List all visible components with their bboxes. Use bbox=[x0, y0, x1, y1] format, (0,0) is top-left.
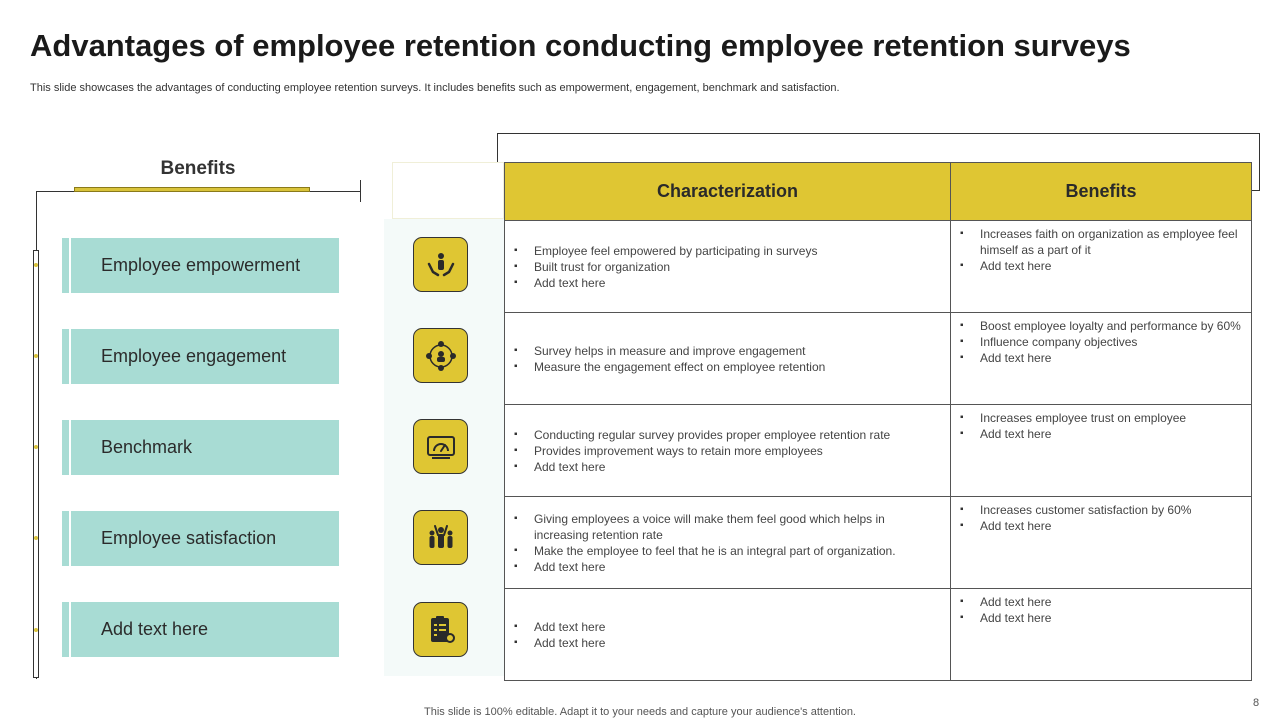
timeline-dot bbox=[34, 354, 38, 358]
timeline-dot bbox=[34, 445, 38, 449]
bracket-line bbox=[360, 180, 361, 202]
benefits-cell bbox=[951, 221, 1252, 313]
clipboard-gear-icon bbox=[413, 602, 468, 657]
timeline-dot bbox=[34, 536, 38, 540]
bullet-item: ▪ Employee feel empowered by participating in surveys bbox=[534, 243, 942, 259]
benefit-label: Employee engagement bbox=[101, 346, 287, 366]
bullet-item: ▪ Boost employee loyalty and performance by 60% bbox=[980, 318, 1243, 334]
slide-footer: This slide is 100% editable. Adapt it to your needs and capture your audience's attention. bbox=[424, 706, 856, 718]
benefit-stripe bbox=[69, 238, 71, 293]
dashboard-gauge-icon bbox=[413, 419, 468, 474]
characterization-cell bbox=[505, 589, 951, 681]
bullet-item: ▪ Increases faith on organization as employee feel himself as a part of it bbox=[980, 226, 1243, 258]
benefit-stripe bbox=[69, 602, 71, 657]
characterization-cell bbox=[505, 405, 951, 497]
benefit-label: Add text here bbox=[101, 619, 209, 639]
benefits-heading: Benefits bbox=[160, 158, 236, 179]
benefit-item-empowerment bbox=[62, 238, 339, 293]
column-header-benefits: Benefits bbox=[951, 163, 1252, 221]
benefits-cell bbox=[951, 497, 1252, 589]
bullet-item: ▪ Increases customer satisfaction by 60% bbox=[980, 502, 1243, 518]
slide-subtitle: This slide showcases the advantages of conducting employee retention surveys. It includes benefits such as empowerment, engagement, benchmark and satisfaction. bbox=[30, 82, 840, 94]
team-network-icon bbox=[413, 328, 468, 383]
bullet-item: ▪ Built trust for organization bbox=[534, 259, 942, 275]
timeline-dot bbox=[34, 263, 38, 267]
bullet-item: ▪ Influence company objectives bbox=[980, 334, 1243, 350]
benefit-label: Benchmark bbox=[101, 437, 193, 457]
bullet-item: ▪ Increases employee trust on employee bbox=[980, 410, 1243, 426]
benefits-cell bbox=[951, 589, 1252, 681]
table-row bbox=[505, 589, 1252, 681]
column-header-characterization: Characterization bbox=[505, 163, 951, 221]
bullet-item: ▪ Provides improvement ways to retain more employees bbox=[534, 443, 942, 459]
benefit-stripe bbox=[69, 511, 71, 566]
bullet-item: ▪ Add text here bbox=[980, 594, 1243, 610]
benefit-stripe bbox=[69, 420, 71, 475]
bullet-item: ▪ Add text here bbox=[980, 426, 1243, 442]
bullet-item: ▪ Add text here bbox=[534, 275, 942, 291]
table-row bbox=[505, 497, 1252, 589]
bullet-item: ▪ Add text here bbox=[534, 559, 942, 575]
benefit-label: Employee empowerment bbox=[101, 255, 301, 275]
table-row bbox=[505, 221, 1252, 313]
advantages-table bbox=[504, 162, 1251, 681]
page-number: 8 bbox=[1253, 697, 1260, 709]
slide-title: Advantages of employee retention conducting employee retention surveys bbox=[30, 28, 1131, 63]
bullet-item: ▪ Add text here bbox=[534, 459, 942, 475]
bullet-item: ▪ Add text here bbox=[980, 258, 1243, 274]
benefit-item-benchmark bbox=[62, 420, 339, 475]
bullet-item: ▪ Add text here bbox=[980, 518, 1243, 534]
benefits-cell bbox=[951, 405, 1252, 497]
bullet-item: ▪ Measure the engagement effect on employee retention bbox=[534, 359, 942, 375]
table-row bbox=[505, 313, 1252, 405]
benefit-item-add-text bbox=[62, 602, 339, 657]
benefits-cell bbox=[951, 313, 1252, 405]
benefit-item-satisfaction bbox=[62, 511, 339, 566]
timeline-dot bbox=[34, 628, 38, 632]
characterization-cell bbox=[505, 221, 951, 313]
cheering-group-icon bbox=[413, 510, 468, 565]
benefit-item-engagement bbox=[62, 329, 339, 384]
benefit-label: Employee satisfaction bbox=[101, 528, 277, 548]
benefit-stripe bbox=[69, 329, 71, 384]
characterization-cell bbox=[505, 313, 951, 405]
bullet-item: ▪ Conducting regular survey provides proper employee retention rate bbox=[534, 427, 942, 443]
bullet-item: ▪ Survey helps in measure and improve engagement bbox=[534, 343, 942, 359]
bullet-item: ▪ Add text here bbox=[534, 619, 942, 635]
hands-person-icon bbox=[413, 237, 468, 292]
characterization-cell bbox=[505, 497, 951, 589]
bullet-item: ▪ Add text here bbox=[980, 350, 1243, 366]
timeline-rail bbox=[33, 250, 39, 678]
table-row bbox=[505, 405, 1252, 497]
table-header-row bbox=[505, 163, 1252, 221]
bullet-item: ▪ Add text here bbox=[534, 635, 942, 651]
icon-column-header bbox=[392, 162, 504, 219]
heading-underline bbox=[74, 187, 310, 192]
bullet-item: ▪ Add text here bbox=[980, 610, 1243, 626]
bullet-item: ▪ Make the employee to feel that he is an integral part of organization. bbox=[534, 543, 942, 559]
bullet-item: ▪ Giving employees a voice will make them feel good which helps in increasing retention rate bbox=[534, 511, 942, 543]
